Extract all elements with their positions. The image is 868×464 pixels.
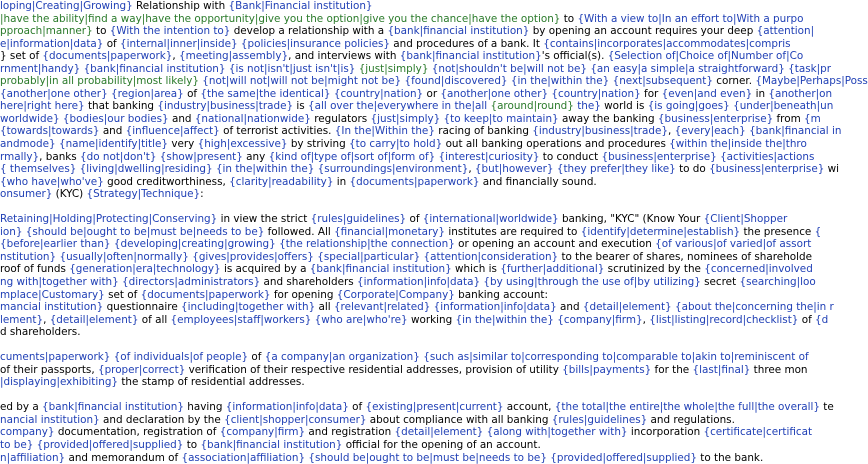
plain-text-run: corner.	[712, 75, 756, 88]
spintax-group: {the total|the entire|the whole|the full|the overall}	[554, 401, 820, 414]
spintax-group: {of individuals|of people}	[113, 351, 249, 364]
spintax-group: {they prefer|they like}	[556, 163, 676, 176]
text-line	[0, 413, 735, 427]
paragraph	[0, 213, 834, 339]
spintax-group: ion}	[0, 225, 23, 238]
text-line	[0, 37, 791, 51]
spintax-group: {under|beneath|un	[733, 100, 834, 113]
plain-text-run: or	[423, 87, 441, 100]
spintax-group: {not|will not|will not be|might not be}	[202, 75, 402, 88]
spintax-group: n|affiliation}	[0, 451, 66, 464]
plain-text-run: and	[99, 125, 126, 138]
plain-text-run: documentation, registration of	[54, 426, 220, 439]
plain-text-run: and declaration by the	[99, 413, 225, 426]
spintax-group: {In the|Within the}	[334, 125, 435, 138]
plain-text-run: of	[798, 313, 816, 326]
spintax-group: {searching|loo	[739, 275, 816, 288]
spintax-group: {including|together with}	[181, 301, 316, 314]
spintax-group: probably|in all probability|most likely}	[0, 75, 199, 88]
plain-text-run: ,	[468, 163, 475, 176]
text-line	[0, 100, 834, 113]
spintax-group: {With a view to|In an effort to|With a purpo	[577, 12, 804, 25]
plain-text-run: from	[773, 112, 805, 125]
spintax-group: {the same|the identical}	[200, 87, 331, 100]
plain-text-run: to	[560, 12, 578, 25]
plain-text-run: , banks	[39, 150, 81, 163]
spintax-group: {activities|actions	[720, 150, 815, 163]
plain-text-run: of	[248, 351, 265, 364]
spintax-group: {is not|isn't|just isn't|is}	[228, 62, 356, 75]
plain-text-run: wi	[824, 163, 840, 176]
spintax-group: to be}	[0, 439, 34, 451]
plain-text-run: and shareholders	[260, 275, 357, 288]
text-line	[0, 275, 816, 289]
spintax-group: {detail|element}	[394, 426, 484, 439]
spintax-group: |displaying|exhibiting}	[0, 376, 119, 389]
plain-text-run: } set of	[0, 50, 43, 63]
plain-text-run: and procedures of a bank. It	[390, 37, 544, 50]
plain-text-run: and memorandum of	[65, 451, 182, 464]
text-line	[0, 12, 804, 26]
spintax-group: {Maybe|Perhaps|Poss	[755, 75, 868, 88]
text-line	[0, 451, 764, 464]
spintax-group: the}	[573, 100, 601, 113]
plain-text-run: having	[183, 401, 226, 414]
plain-text-run: ,	[642, 313, 650, 326]
plain-text-run: and	[556, 301, 583, 314]
text-line	[0, 87, 833, 101]
plain-text-run: by striving	[287, 138, 350, 151]
spintax-group: {bank|financial institution}	[42, 401, 184, 414]
plain-text-run: of	[183, 87, 201, 100]
spintax-group: {usually|often|normally}	[59, 250, 189, 263]
plain-text-run: world is	[600, 100, 648, 113]
spintax-group: {clarity|readability}	[229, 175, 334, 188]
spintax-group: {last|final}	[692, 363, 751, 376]
text-line	[0, 289, 660, 302]
plain-text-run: which is	[451, 263, 501, 276]
spintax-group: {interest|curiosity}	[438, 150, 540, 163]
plain-text-run: to conduct	[539, 150, 602, 163]
plain-text-run: (KYC)	[52, 188, 87, 201]
spintax-group: {company|firm}	[219, 426, 306, 439]
spintax-group: {information|info|data}	[225, 401, 349, 414]
spintax-group: worldwide}	[0, 112, 60, 125]
plain-text-run: that banking	[84, 100, 158, 113]
spintax-group: {next|subsequent}	[612, 75, 713, 88]
spintax-group: {Strategy|Technique}	[86, 188, 201, 201]
spintax-group: {such as|similar to|corresponding to|comparable to|akin to|reminiscent of	[423, 351, 809, 364]
spintax-group: {within the|inside the|thro	[669, 138, 807, 151]
spintax-group: {Bank|Financial institution}	[228, 0, 373, 12]
spintax-group: {business|enterprise}	[601, 150, 717, 163]
spintax-group: {international|worldwide}	[422, 213, 559, 226]
plain-text-run: working	[407, 313, 456, 326]
spintax-group: {employees|staff|workers}	[170, 313, 312, 326]
text-line	[0, 50, 804, 63]
spintax-group: {in the|within the}	[510, 75, 610, 88]
plain-text-run: any	[242, 150, 269, 163]
spintax-group: {should be|ought to be|must be|needs to be}	[25, 225, 265, 238]
spintax-group: {Corporate|Company}	[336, 288, 455, 301]
spintax-group: {around|round}	[490, 100, 574, 113]
plain-text-run: of	[406, 213, 423, 226]
spintax-group: {directors|administrators}	[122, 275, 261, 288]
spintax-group: {concerned|involved	[704, 263, 813, 276]
plain-text-run: of terrorist activities.	[219, 125, 335, 138]
plain-text-run: to do	[675, 163, 710, 176]
spintax-group: {internal|inner|inside}	[120, 37, 238, 50]
spintax-group: {proper|correct}	[97, 363, 186, 376]
spintax-group: e|information|data}	[0, 37, 104, 50]
plain-text-run: 's official(s).	[541, 50, 608, 63]
spintax-group: {by using|through the use of|by utilizing}	[483, 275, 701, 288]
spintax-group: {documents|paperwork}	[349, 175, 480, 188]
spintax-group: rmally}	[0, 150, 40, 163]
spintax-group: {a company|an organization}	[264, 351, 420, 364]
spintax-group: {documents|paperwork}	[140, 288, 271, 301]
spintax-group: {business|enterprise}	[657, 112, 774, 125]
spintax-group: {Selection of|Choice of|Number of|Co	[607, 50, 804, 63]
spintax-group: {in the|within the}	[455, 313, 554, 326]
spintax-group: {task|pr	[788, 62, 832, 75]
spintax-group: {should be|ought to be|must be|needs to be}	[308, 451, 547, 464]
spintax-group: {is going|goes}	[647, 100, 730, 113]
text-line	[0, 351, 809, 364]
plain-text-run: and financially sound.	[479, 175, 597, 188]
spintax-group: {contains|incorporates|accommodates|compris	[543, 37, 791, 50]
spintax-group: {association|affiliation}	[181, 451, 306, 464]
spintax-group: Retaining|Holding|Protecting|Conserving}	[0, 213, 218, 226]
text-line	[0, 213, 788, 226]
spintax-group: {developing|creating|growing}	[113, 238, 276, 251]
spintax-group: {an easy|a simple|a straightforward}	[590, 62, 785, 75]
spintax-group: {policies|insurance policies}	[240, 37, 390, 50]
plain-text-run: or opening an account and execution	[454, 238, 656, 251]
spintax-group: {rules|guidelines}	[551, 413, 648, 426]
paragraph	[0, 0, 868, 201]
plain-text-run: set of	[104, 288, 141, 301]
spintax-group: {m	[804, 112, 821, 125]
plain-text-run: about compliance with all banking	[366, 413, 552, 426]
spintax-group: {special|particular}	[317, 250, 421, 263]
spintax-group: {business|enterprise}	[709, 163, 825, 176]
spintax-group: {do not|don't}	[80, 150, 157, 163]
spintax-group: {further|additional}	[500, 263, 605, 276]
plain-text-run: very	[168, 138, 198, 151]
spintax-group: {all over the|everywhere in the|all	[308, 100, 491, 113]
spintax-group: {country|nation}	[333, 87, 424, 100]
text-line	[0, 313, 829, 327]
text-line	[0, 112, 821, 126]
plain-text-run: of their passports,	[0, 363, 98, 376]
spintax-group: {just|simply}	[370, 112, 441, 125]
spintax-group: {gives|provides|offers}	[192, 250, 314, 263]
text-line	[0, 125, 842, 138]
text-line	[0, 401, 834, 414]
plain-text-run: develop a relationship with a	[230, 25, 388, 38]
spintax-group: {living|dwelling|residing}	[79, 163, 213, 176]
spintax-group: {	[814, 225, 822, 238]
text-line	[0, 188, 660, 201]
plain-text-run: , and interviews with	[288, 50, 400, 63]
spintax-group: {company|firm}	[557, 313, 643, 326]
plain-text-run: to	[92, 25, 110, 38]
spintax-group: lement}	[0, 313, 44, 326]
text-line	[0, 439, 660, 452]
spintax-group: {industry|business|trade}	[157, 100, 294, 113]
plain-text-run: to	[183, 439, 201, 451]
spintax-group: {every|each}	[674, 125, 746, 138]
plain-text-run: official for the opening of an account.	[342, 439, 541, 451]
spintax-group: ng with|together with}	[0, 275, 119, 288]
plain-text-run: banking account:	[454, 288, 548, 301]
spintax-group: {country|nation}	[551, 87, 641, 100]
text-line	[0, 138, 807, 151]
plain-text-run: account,	[503, 401, 555, 414]
spintax-group: {about the|concerning the|in r	[674, 301, 834, 314]
spintax-group: {bodies|our bodies}	[62, 112, 169, 125]
spintax-group: {along with|together with}	[486, 426, 628, 439]
plain-text-run: is acquired by a	[220, 263, 310, 276]
plain-text-run: all	[315, 301, 334, 314]
spintax-group: {bank|financial institution}	[399, 50, 542, 63]
spintax-group: {kind of|type of|sort of|form of}	[268, 150, 436, 163]
spintax-group: {information|info|data}	[356, 275, 481, 288]
spintax-group: rnment|handy}	[0, 62, 81, 75]
plain-text-run: for opening	[270, 288, 337, 301]
plain-text-run: te	[819, 401, 834, 414]
plain-text-run: away the banking	[558, 112, 658, 125]
spintax-group: {certificate|certificat	[703, 426, 813, 439]
plain-text-run: is	[293, 100, 309, 113]
text-line	[0, 238, 812, 251]
plain-text-run: of all	[138, 313, 171, 326]
spintax-group: {bank|financial institution}	[309, 263, 452, 276]
text-line	[0, 326, 660, 339]
plain-text-run: to the bearer of shares, nominees of shareholde	[558, 250, 813, 263]
spintax-group: {detail|element}	[49, 313, 139, 326]
plain-text-run: :	[200, 188, 204, 201]
plain-text-run: by opening an account requires your deep	[529, 25, 757, 38]
spintax-group: {Client|Shopper	[703, 213, 788, 226]
spintax-group: mancial institution}	[0, 301, 104, 314]
spintax-group: {attention|	[756, 25, 815, 38]
plain-text-run: the stamp of residential addresses.	[118, 376, 305, 389]
spintax-group: {of various|of varied|of assort	[655, 238, 812, 251]
text-line	[0, 0, 660, 13]
plain-text-run: of	[348, 401, 366, 414]
spintax-group: {financial|monetary}	[334, 225, 446, 238]
spintax-group: {identify|determine|establish}	[580, 225, 741, 238]
spintax-group: {existing|present|current}	[365, 401, 504, 414]
plain-text-run: scrutinized by the	[604, 263, 705, 276]
spintax-group: {another|on	[768, 87, 833, 100]
spintax-group: pproach|manner}	[0, 25, 93, 38]
plain-text-run: and registration	[305, 426, 395, 439]
spintax-group: {but|however}	[474, 163, 554, 176]
spintax-group: |have the ability|find a way|have the opportunity|give you the option|give you the chance|have the option}	[0, 12, 561, 25]
plain-text-run: ed by a	[0, 401, 43, 414]
spintax-group: {information|info|data}	[433, 301, 557, 314]
paragraph	[0, 401, 834, 464]
spintax-group: {influence|affect}	[125, 125, 220, 138]
spintax-group: {the relationship|the connection}	[279, 238, 455, 251]
plain-text-run: in	[752, 87, 769, 100]
plain-text-run: Relationship with	[132, 0, 229, 12]
spintax-group: {towards|towards}	[0, 125, 100, 138]
spintax-group: {documents|paperwork}	[42, 50, 173, 63]
plain-text-run: followed. All	[264, 225, 335, 238]
text-line	[0, 25, 815, 38]
spintax-group: here|right here}	[0, 100, 85, 113]
spintax-group: {who are|who're}	[314, 313, 408, 326]
spintax-group: {With the intention to}	[109, 25, 231, 38]
text-line	[0, 250, 813, 264]
plain-text-run: in	[333, 175, 350, 188]
spintax-group: {even|and even}	[661, 87, 753, 100]
text-line	[0, 263, 813, 276]
spintax-group: {industry|business|trade}	[532, 125, 668, 138]
spintax-group: {show|present}	[159, 150, 243, 163]
text-line	[0, 426, 813, 439]
spintax-group: cuments|paperwork}	[0, 351, 111, 364]
plain-text-run: secret	[700, 275, 740, 288]
plain-text-run: institutes are required to	[445, 225, 581, 238]
plain-text-run: ,	[172, 50, 179, 63]
spintax-group: {to keep|to maintain}	[443, 112, 559, 125]
spintax-group: nancial institution}	[0, 413, 100, 426]
spintax-group: { themselves}	[0, 163, 77, 176]
spintax-group: {list|listing|record|checklist}	[649, 313, 799, 326]
spintax-group: {surroundings|environment}	[317, 163, 469, 176]
plain-text-run: questionnaire	[103, 301, 182, 314]
spintax-group: {relevant|related}	[333, 301, 431, 314]
plain-text-run: roof of funds	[0, 263, 70, 276]
plain-text-run: regulators	[310, 112, 371, 125]
spintax-group: {bank|financial institution}	[387, 25, 530, 38]
plain-text-run: of	[103, 37, 121, 50]
spintax-group: {generation|era|technology}	[69, 263, 221, 276]
spintax-group: loping|Creating|Growing}	[0, 0, 133, 12]
spintax-group: {found|discovered}	[404, 75, 508, 88]
spintax-group: andmode}	[0, 138, 56, 151]
spintax-group: nstitution}	[0, 250, 57, 263]
spintax-group: {to carry|to hold}	[349, 138, 443, 151]
spintax-group: {bank|financial in	[749, 125, 842, 138]
plain-text-run: to the bank.	[696, 451, 764, 464]
spintax-group: {another|one other}	[440, 87, 549, 100]
spintax-group: {d	[815, 313, 829, 326]
spintax-group: {provided|offered|supplied}	[36, 439, 184, 451]
plain-text-run: verification of their respective residential addresses, provision of utility	[185, 363, 563, 376]
plain-text-run: ,	[43, 313, 50, 326]
spintax-group: {not|shouldn't be|will not be}	[431, 62, 587, 75]
spintax-group: {just|simply}	[358, 62, 429, 75]
spintax-group: {in the|within the}	[215, 163, 315, 176]
text-line	[0, 176, 660, 189]
spintax-group: mplace|Customary}	[0, 288, 105, 301]
plain-text-run: and regulations.	[647, 413, 735, 426]
spintax-group: {bank|financial institution}	[200, 439, 343, 451]
spintax-group: onsumer}	[0, 188, 53, 201]
plain-text-run: banking, "KYC" (Know Your	[558, 213, 704, 226]
spintax-group: {before|earlier than}	[0, 238, 111, 251]
paragraph	[0, 351, 809, 389]
text-line	[0, 363, 808, 377]
plain-text-run: for the	[651, 363, 693, 376]
spintax-group: {high|excessive}	[197, 138, 288, 151]
text-line	[0, 376, 660, 389]
plain-text-run: d shareholders.	[0, 326, 81, 339]
plain-text-run: three mon	[750, 363, 808, 376]
plain-text-run: ,	[668, 125, 675, 138]
spintax-group: {client|shopper|consumer}	[224, 413, 367, 426]
spintax-group: company}	[0, 426, 55, 439]
plain-text-run: in view the strict	[217, 213, 311, 226]
plain-text-run: good creditworthiness,	[103, 175, 230, 188]
spintax-group: {who have|who've}	[0, 175, 104, 188]
spintax-group: {another|one other}	[0, 87, 108, 100]
spintax-group: {bank|financial institution}	[83, 62, 226, 75]
text-line	[0, 150, 815, 164]
text-line	[0, 75, 868, 88]
plain-text-run: for	[640, 87, 662, 100]
text-line	[0, 301, 834, 314]
text-line	[0, 62, 832, 76]
plain-text-run: out all banking operations and procedures	[442, 138, 670, 151]
spintax-group: {attention|consideration}	[423, 250, 559, 263]
spintax-group: {name|identify|title}	[58, 138, 169, 151]
plain-text-run: incorporation	[627, 426, 704, 439]
plain-text-run: and	[168, 112, 195, 125]
plain-text-run: the presence	[740, 225, 815, 238]
spintax-group: {detail|element}	[582, 301, 672, 314]
spintax-group: {provided|offered|supplied}	[550, 451, 697, 464]
text-line	[0, 225, 822, 239]
text-line	[0, 163, 840, 176]
spintax-group: {meeting|assembly}	[178, 50, 289, 63]
plain-text-run: racing of banking	[434, 125, 533, 138]
spintax-group: {national|nationwide}	[194, 112, 311, 125]
spintax-group: {region|area}	[111, 87, 184, 100]
spintax-group: {bills|payments}	[562, 363, 652, 376]
spintax-group: {rules|guidelines}	[310, 213, 407, 226]
